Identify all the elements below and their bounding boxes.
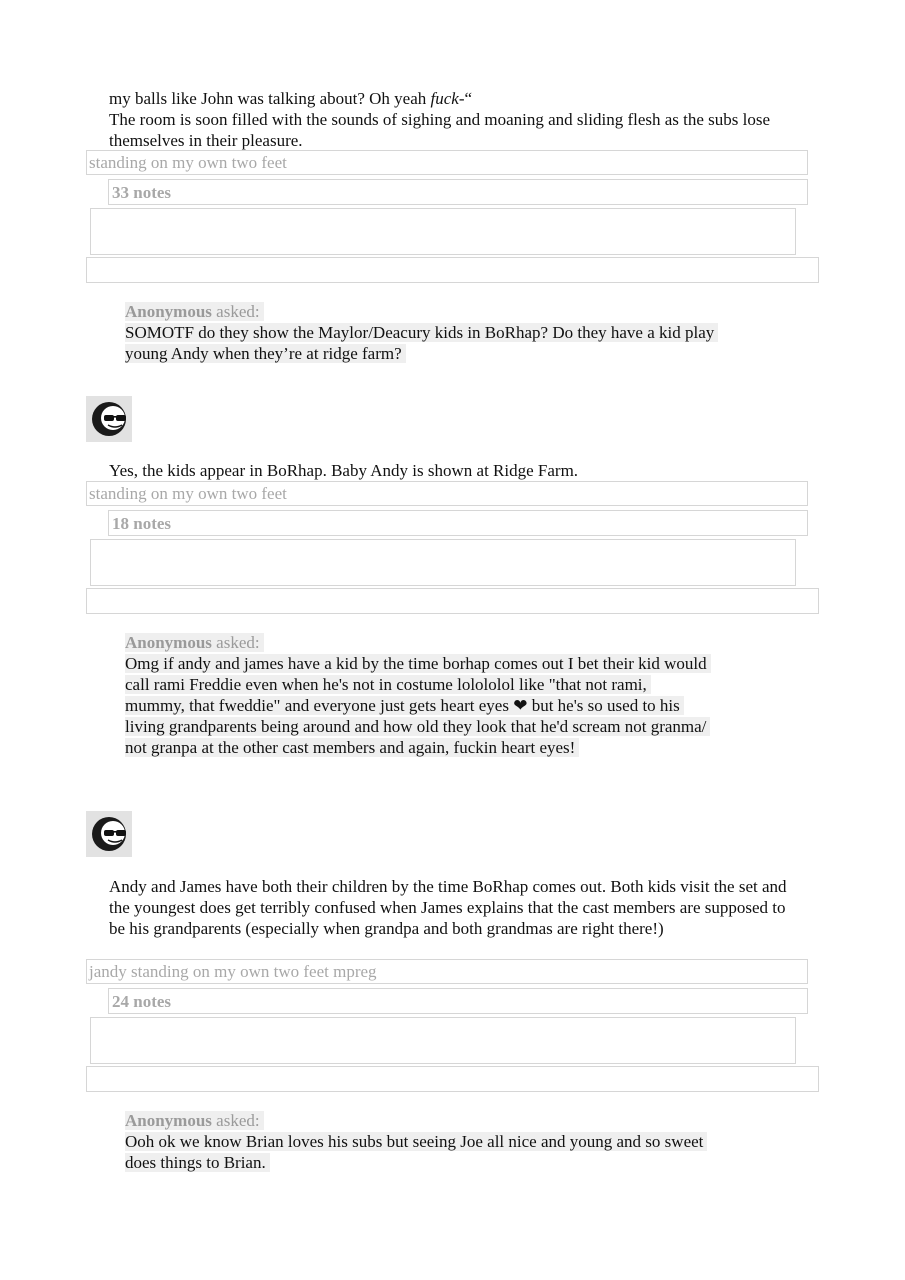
intro-line: my balls like John was talking about? Oh yeah fuck-“ (109, 89, 473, 108)
sunglasses-face-icon (86, 811, 132, 857)
asker-name: Anonymous (125, 302, 212, 321)
ask-question: Ooh ok we know Brian loves his subs but seeing Joe all nice and young and so sweet does things to Brian. (125, 1131, 715, 1173)
sunglasses-face-icon (86, 396, 132, 442)
empty-bar (86, 257, 819, 283)
ask-header: Anonymous asked: (125, 1110, 715, 1131)
intro-italic: fuck (430, 89, 459, 108)
ask-header: Anonymous asked: (125, 632, 715, 653)
notes-count[interactable]: 33 notes (108, 179, 808, 205)
avatar[interactable] (86, 396, 132, 442)
empty-panel (90, 1017, 796, 1064)
ask-question: Omg if andy and james have a kid by the time borhap comes out I bet their kid would call rami Freddie even when he's not in costume lolololol like "that not rami, mummy, that fweddie" and everyone just gets heart eyes ❤ but he's so used to his living grandparents being around and how old they look that he'd scream not granma/ not granpa at the other cast members and again, fuckin heart eyes! (125, 653, 710, 758)
post-tags[interactable]: jandy standing on my own two feet mpreg (86, 959, 808, 984)
empty-bar (86, 588, 819, 614)
avatar[interactable] (86, 811, 132, 857)
answer-text: Yes, the kids appear in BoRhap. Baby Andy is shown at Ridge Farm. (109, 461, 579, 480)
intro-paragraph: The room is soon filled with the sounds of sighing and moaning and sliding flesh as the subs lose themselves in their pleasure. (109, 110, 771, 150)
ask-header: Anonymous asked: (125, 301, 715, 322)
answer-text: Andy and James have both their children by the time BoRhap comes out. Both kids visit the set and the youngest does get terribly confused when James explains that the cast members are supposed to be his grandparents (especially when grandpa and both grandmas are right there!) (109, 877, 787, 938)
notes-count[interactable]: 18 notes (108, 510, 808, 536)
empty-bar (86, 1066, 819, 1092)
empty-panel (90, 208, 796, 255)
asker-name: Anonymous (125, 1111, 212, 1130)
ask-question: SOMOTF do they show the Maylor/Deacury kids in BoRhap? Do they have a kid play young Andy when they’re at ridge farm? (125, 322, 715, 364)
notes-count[interactable]: 24 notes (108, 988, 808, 1014)
post-tags[interactable]: standing on my own two feet (86, 150, 808, 175)
asker-name: Anonymous (125, 633, 212, 652)
post-tags[interactable]: standing on my own two feet (86, 481, 808, 506)
empty-panel (90, 539, 796, 586)
